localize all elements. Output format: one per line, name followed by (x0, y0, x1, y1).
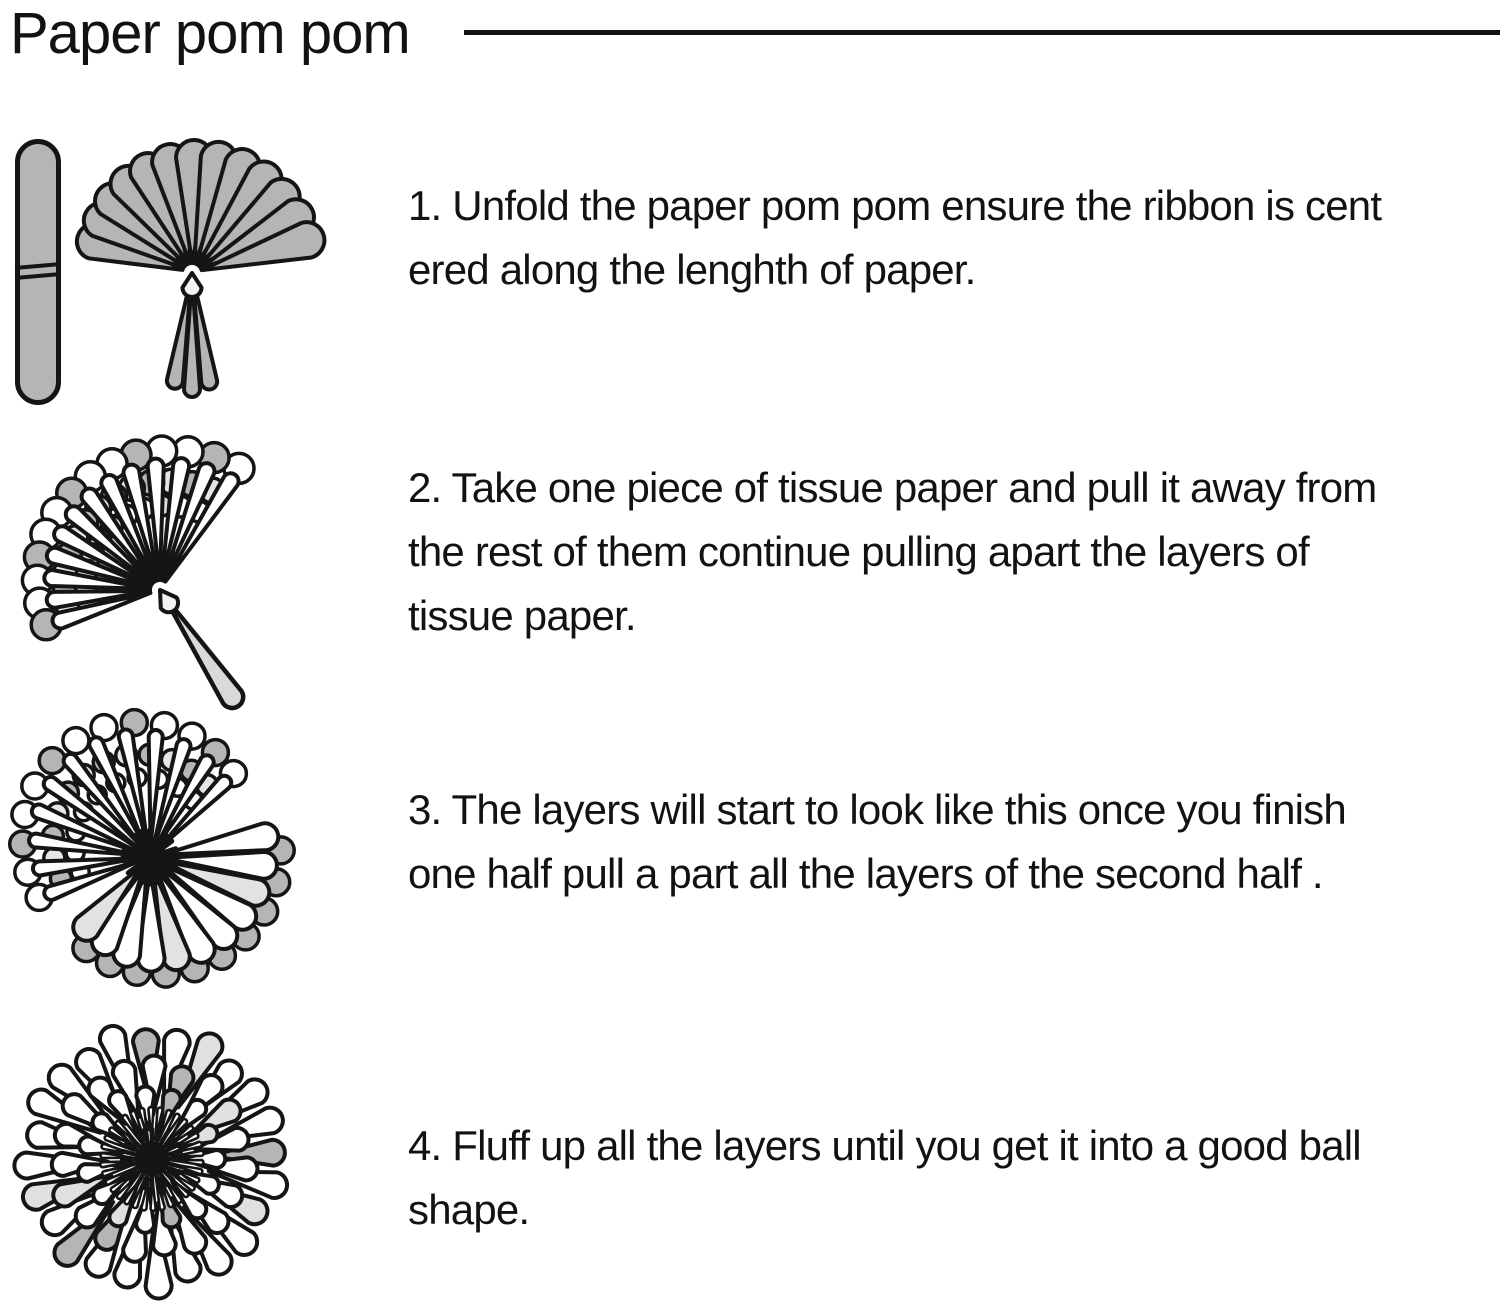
fan-one-layer-pulled-icon (2, 430, 258, 722)
step-4-text (408, 1114, 1500, 1242)
step-1-line-2: ered along the lenghth of paper. (408, 246, 976, 293)
step-3-line-1: 3. The layers will start to look like this once you finish (408, 786, 1346, 833)
step-4-line-2: shape. (408, 1186, 530, 1233)
step-2-line-1: 2. Take one piece of tissue paper and pull it away from (408, 464, 1377, 511)
step-1-line-1: 1. Unfold the paper pom pom ensure the ribbon is cent (408, 182, 1382, 229)
step-2-line-3: tissue paper. (408, 592, 636, 639)
folded-tissue-strip-icon (12, 136, 64, 408)
finished-pom-pom-ball-icon (6, 1014, 306, 1302)
unfolded-fan-icon (72, 138, 344, 406)
step-3-line-2: one half pull a part all the layers of the second half . (408, 850, 1323, 897)
half-fluffed-layers-icon (2, 708, 306, 1012)
step-4-line-1: 4. Fluff up all the layers until you get it into a good ball (408, 1122, 1361, 1169)
page-title: Paper pom pom (10, 1, 410, 66)
step-2-text (408, 456, 1500, 648)
step-2-line-2: the rest of them continue pulling apart the layers of (408, 528, 1309, 575)
step-3-text (408, 778, 1500, 906)
title-rule (464, 30, 1500, 35)
step-1-text (408, 174, 1500, 302)
